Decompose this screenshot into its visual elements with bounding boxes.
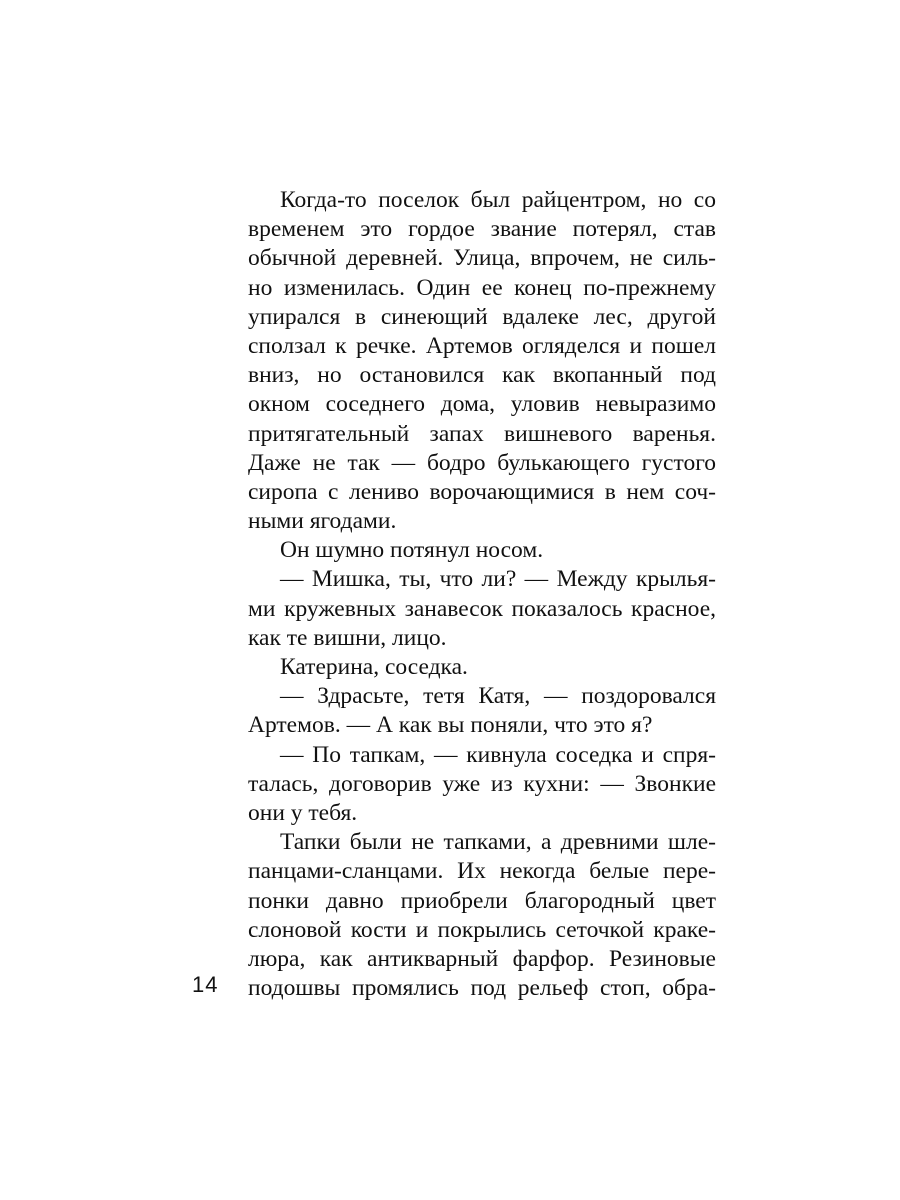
body-text — [248, 186, 716, 1003]
text-line: сползал к речке. Артемов огляделся и пошел — [248, 332, 716, 359]
text-line: — Мишка, ты, что ли? — Между крылья- — [280, 566, 716, 593]
text-line: Он шумно потянул носом. — [280, 537, 544, 564]
text-line: Катерина, соседка. — [280, 654, 468, 680]
text-line: Тапки были не тапками, а древними шле- — [280, 829, 716, 856]
text-line: упирался в синеющий вдалеке лес, другой — [248, 303, 716, 330]
text-line: Когда-то поселок был райцентром, но со — [280, 187, 716, 213]
text-line: — По тапкам, — кивнула соседка и спря- — [280, 741, 716, 768]
text-line: обычной деревней. Улица, впрочем, не силь- — [248, 245, 716, 272]
text-line: слоновой кости и покрылись сеточкой краке- — [248, 916, 716, 943]
text-line: но изменилась. Один ее конец по-прежнему — [248, 274, 716, 301]
text-line: притягательный запах вишневого варенья. — [248, 420, 716, 447]
text-line: подошвы промялись под рельеф стоп, обра- — [248, 975, 716, 1002]
page-number: 14 — [192, 972, 219, 997]
text-line: Артемов. — А как вы поняли, что это я? — [248, 712, 653, 739]
text-line: — Здрасьте, тетя Катя, — поздоровался — [280, 683, 716, 710]
text-line: вниз, но остановился как вкопанный под — [248, 362, 716, 389]
text-line: как те вишни, лицо. — [248, 624, 447, 651]
text-line: талась, договорив уже из кухни: — Звонкие — [248, 770, 716, 797]
text-line: окном соседнего дома, уловив невыразимо — [248, 391, 716, 418]
text-line: сиропа с лениво ворочающимися в нем соч- — [248, 478, 716, 505]
text-line: Даже не так — бодро булькающего густого — [248, 449, 716, 476]
text-line: они у тебя. — [248, 799, 358, 826]
text-line: люра, как антикварный фарфор. Резиновые — [248, 945, 716, 972]
text-line: понки давно приобрели благородный цвет — [248, 887, 716, 914]
text-line: ми кружевных занавесок показалось красное, — [248, 595, 716, 622]
text-line: ными ягодами. — [248, 508, 397, 535]
text-line: панцами-сланцами. Их некогда белые пере- — [248, 858, 716, 885]
text-line: временем это гордое звание потерял, став — [248, 216, 716, 243]
